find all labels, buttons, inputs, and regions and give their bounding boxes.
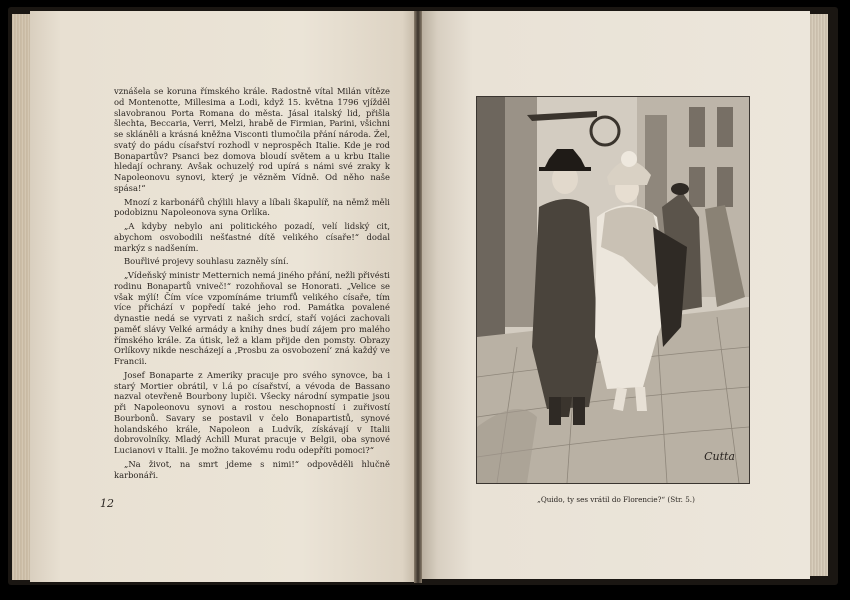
paragraph-1: vznášela se koruna římského krále. Radostně vítal Milán vítěze od Montenotte, Millesima a Lodi, když 15. května 1796 vjížděl slavobranou Porta Romana do města. Jásal italský lid, přišla šlechta, Beccaria, Verri, Melzi, hrabě de Firmian, Parini, všichni se skláněli a krásná kněžna Visconti tlumočila přání národa. Žel, svatý do pádu císařství rozhodl v neprospěch Italie. Kde je rod Bonapartův? Psanci bez domova bloudí světem a u krbu Italie hledají ochrany. Avšak ochuzelý rod upírá s námi své zraky k Napoleonovu synovi, který je vězněm Vídně. Od něho naše spása!“ <box>114 86 390 193</box>
paragraph-6: Josef Bonaparte z Ameriky pracuje pro svého synovce, ba i starý Mortier obrátil, v l.á po císařství, a vévoda de Bassano nazval otevřeně Bourbony lupiči. Všecky národní sympatie jsou při Napoleonovu synovi a rostou neschopností i zuřivostí Bourbonů. Savary se postavil v čelo Bonapartistů, synové holandského krále, Napoleon a Ludvík, získávají v Italii dobrovolníky. Mladý Achill Murat pracuje v Belgii, oba synové Lucianovi v Italii. Je možno takovému rodu odepříti pomoci?“ <box>114 369 390 455</box>
right-page-edges <box>808 14 828 576</box>
page-number: 12 <box>100 497 114 510</box>
illustration <box>476 96 750 484</box>
paragraph-3: „A kdyby nebylo ani politického pozadí, velí lidský cit, abychom osvobodili nešťastné dítě velikého císaře!“ dodal markýz s nadšením. <box>114 221 390 253</box>
paragraph-5: „Vídeňský ministr Metternich nemá jiného přání, nežli přivésti rodinu Bonapartů vniveč!“ rozohňoval se Honorati. „Velice se však mýlí! Čím více vzpomínáme triumfů velikého císaře, tím více přichází v popředí také jeho rod. Památka povalené dynastie nedá se vyrvati z našich srdcí, staří vojáci zachovali paměť slávy Velké armády a knihy dnes budí zájem pro malého římského krále. Za útisk, lež a klam přijde den pomsty. Obrazy Orlíkovy nikde nescházejí a ‚Prosbu za osvobození‘ zná každý ve Francii. <box>114 270 390 366</box>
artist-signature: Cutta <box>704 450 735 463</box>
paragraph-7: „Na život, na smrt jdeme s nimi!“ odpověděli hlučně karbonáři. <box>114 458 390 480</box>
left-page-text <box>114 86 390 483</box>
left-page-edges <box>12 14 32 580</box>
illustration-caption: „Quido, ty ses vrátil do Florencie?“ (Str. 5.) <box>537 495 695 504</box>
paragraph-4: Bouřlivé projevy souhlasu zazněly síní. <box>124 256 289 267</box>
paragraph-2: Mnozí z karbonářů chýlili hlavy a líbali škapulíř, na němž měli podobiznu Napoleonova syna Orlíka. <box>114 196 390 218</box>
